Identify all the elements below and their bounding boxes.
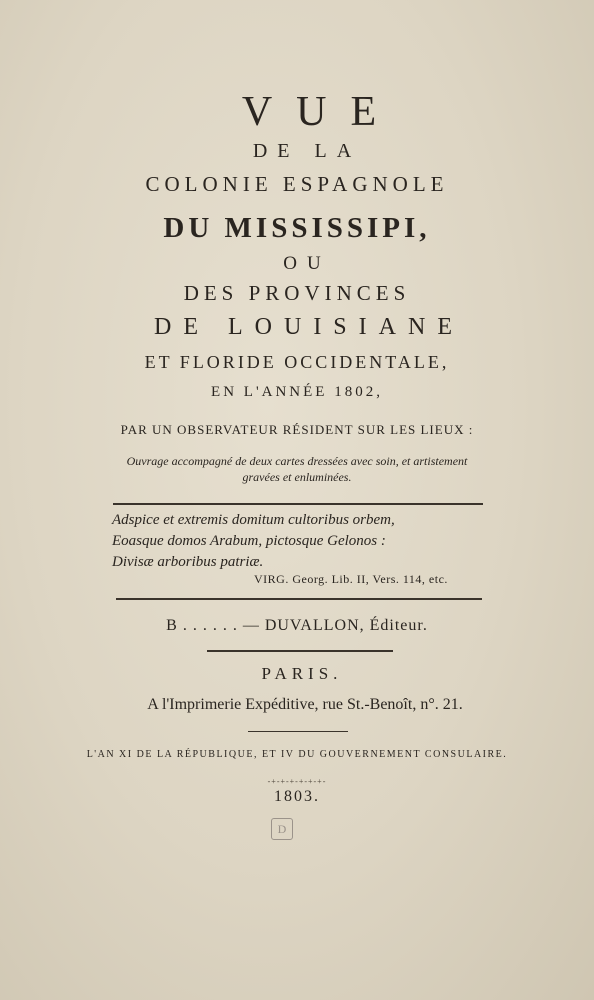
- title-de-la: DE LA: [252, 140, 362, 162]
- divider-top: [113, 503, 483, 505]
- description-line-1: Ouvrage accompagné de deux cartes dressées avec soin, et artistement: [126, 454, 468, 468]
- imprint-printer: A l'Imprimerie Expéditive, rue St.-Benoît, n°. 21.: [147, 696, 463, 713]
- imprint-city: PARIS.: [261, 664, 343, 683]
- title-vue: VUE: [241, 89, 401, 135]
- imprint-year: 1803.: [274, 788, 320, 805]
- title-colonie-espagnole: COLONIE ESPAGNOLE: [145, 172, 449, 196]
- title-floride-occidentale: ET FLORIDE OCCIDENTALE,: [144, 352, 450, 372]
- title-ou: OU: [283, 253, 331, 274]
- library-stamp: D: [271, 818, 293, 840]
- divider-short: [207, 650, 393, 652]
- title-des-provinces: DES PROVINCES: [183, 281, 411, 305]
- title-de-louisiane: DE LOUISIANE: [154, 314, 464, 340]
- divider-small: [248, 731, 348, 732]
- description-line-2: gravées et enluminées.: [242, 470, 352, 484]
- editor-line: B . . . . . . — DUVALLON, Éditeur.: [166, 617, 428, 634]
- title-du-mississipi: DU MISSISSIPI,: [163, 212, 431, 244]
- imprint-republic-line: L'AN XI DE LA RÉPUBLIQUE, ET IV DU GOUVERNEMENT CONSULAIRE.: [86, 749, 508, 760]
- divider-middle: [116, 598, 482, 600]
- epigraph-line-3: Divisæ arboribus patriæ.: [112, 554, 264, 570]
- ornament-divider: -+-+-+-+-+-+-: [267, 777, 327, 786]
- epigraph-line-2: Eoasque domos Arabum, pictosque Gelonos :: [112, 533, 386, 549]
- title-annee: EN L'ANNÉE 1802,: [211, 384, 383, 400]
- epigraph-source: VIRG. Georg. Lib. II, Vers. 114, etc.: [254, 572, 448, 586]
- author-line: PAR UN OBSERVATEUR RÉSIDENT SUR LES LIEUX :: [120, 422, 474, 437]
- epigraph-line-1: Adspice et extremis domitum cultoribus orbem,: [112, 512, 395, 528]
